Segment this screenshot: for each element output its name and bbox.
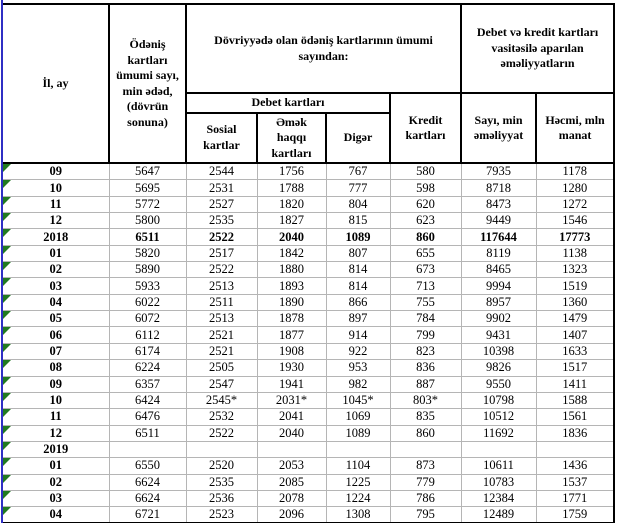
cell-ops-volume[interactable]: 1588	[536, 392, 614, 408]
cell-credit-cards[interactable]: 580	[390, 163, 461, 180]
cell-flag-icon	[3, 164, 11, 172]
row-label: 2018	[43, 229, 69, 244]
cell-other-cards[interactable]: 777	[326, 180, 390, 196]
row-label-cell[interactable]	[3, 458, 109, 474]
cell-ops-volume[interactable]: 1138	[536, 245, 614, 261]
cell-social-cards[interactable]: 2517	[186, 245, 257, 261]
cell-flag-icon	[3, 442, 11, 450]
table-row	[3, 474, 614, 490]
cell-total-cards[interactable]: 6072	[109, 311, 186, 327]
cell-total-cards[interactable]: 6357	[109, 376, 186, 392]
cell-social-cards[interactable]: 2520	[186, 458, 257, 474]
cell-ops-count[interactable]: 8718	[461, 180, 536, 196]
row-label: 02	[49, 262, 62, 277]
cell-flag-icon	[3, 213, 11, 221]
row-label: 03	[49, 278, 62, 293]
cell-total-cards[interactable]: 6224	[109, 360, 186, 376]
cell-social-cards[interactable]: 2535	[186, 213, 257, 229]
cell-ops-count[interactable]: 9902	[461, 311, 536, 327]
row-label-cell[interactable]	[3, 163, 109, 180]
table-row	[3, 343, 614, 359]
cell-ops-count[interactable]: 8957	[461, 294, 536, 310]
cell-total-cards[interactable]: 5933	[109, 278, 186, 294]
cell-other-cards[interactable]: 815	[326, 213, 390, 229]
cell-flag-icon	[3, 458, 11, 466]
cell-salary-cards[interactable]: 1880	[257, 262, 326, 278]
cell-ops-count[interactable]: 117644	[461, 229, 536, 245]
cell-total-cards[interactable]: 6476	[109, 409, 186, 425]
cell-ops-count[interactable]: 7935	[461, 163, 536, 180]
row-label: 11	[49, 196, 62, 211]
cell-social-cards[interactable]: 2523	[186, 507, 257, 523]
cell-credit-cards[interactable]: 795	[390, 507, 461, 523]
cell-salary-cards[interactable]: 2040	[257, 229, 326, 245]
table-row	[3, 180, 614, 196]
row-label: 09	[49, 164, 62, 179]
cell-flag-icon	[3, 377, 11, 385]
cell-salary-cards[interactable]: 2078	[257, 490, 326, 506]
cell-ops-volume[interactable]: 1517	[536, 360, 614, 376]
cell-ops-volume[interactable]: 1836	[536, 425, 614, 441]
cell-total-cards[interactable]: 6511	[109, 229, 186, 245]
cell-flag-icon	[3, 475, 11, 483]
table-row	[3, 458, 614, 474]
table-row	[3, 360, 614, 376]
cell-credit-cards[interactable]: 835	[390, 409, 461, 425]
cell-ops-volume[interactable]: 1479	[536, 311, 614, 327]
table-row	[3, 311, 614, 327]
cell-credit-cards[interactable]: 786	[390, 490, 461, 506]
table-row	[3, 441, 614, 457]
cell-ops-count[interactable]	[461, 441, 536, 457]
row-label-cell[interactable]	[3, 311, 109, 327]
cell-other-cards[interactable]: 1045*	[326, 392, 390, 408]
cell-salary-cards[interactable]: 1842	[257, 245, 326, 261]
cell-salary-cards[interactable]: 1827	[257, 213, 326, 229]
row-label-cell[interactable]	[3, 327, 109, 343]
cell-flag-icon	[3, 197, 11, 205]
cell-social-cards[interactable]: 2531	[186, 180, 257, 196]
cell-social-cards[interactable]: 2532	[186, 409, 257, 425]
row-label: 07	[49, 343, 62, 358]
row-label-cell[interactable]	[3, 392, 109, 408]
row-label-cell[interactable]	[3, 376, 109, 392]
cell-credit-cards[interactable]: 673	[390, 262, 461, 278]
row-label-cell[interactable]	[3, 229, 109, 245]
cell-flag-icon	[3, 344, 11, 352]
cell-flag-icon	[3, 295, 11, 303]
cell-credit-cards[interactable]: 799	[390, 327, 461, 343]
cell-credit-cards[interactable]: 887	[390, 376, 461, 392]
row-label-cell[interactable]	[3, 196, 109, 212]
cell-social-cards[interactable]: 2513	[186, 278, 257, 294]
cell-other-cards[interactable]: 982	[326, 376, 390, 392]
header-il-ay[interactable]: İl, ay	[3, 4, 109, 163]
row-label-cell[interactable]	[3, 343, 109, 359]
cell-ops-count[interactable]: 11692	[461, 425, 536, 441]
cell-salary-cards[interactable]: 2031*	[257, 392, 326, 408]
table-row	[3, 229, 614, 245]
cell-other-cards[interactable]: 953	[326, 360, 390, 376]
cell-ops-volume[interactable]: 1519	[536, 278, 614, 294]
cell-total-cards[interactable]: 5695	[109, 180, 186, 196]
cell-ops-volume[interactable]: 1771	[536, 490, 614, 506]
cell-total-cards[interactable]: 6112	[109, 327, 186, 343]
cell-ops-count[interactable]: 10798	[461, 392, 536, 408]
cell-social-cards[interactable]	[186, 441, 257, 457]
cell-ops-count[interactable]: 10398	[461, 343, 536, 359]
row-label-cell[interactable]	[3, 294, 109, 310]
cell-total-cards[interactable]: 5820	[109, 245, 186, 261]
page-break-line	[1, 0, 3, 523]
row-label: 11	[49, 409, 62, 424]
cell-ops-volume[interactable]: 1411	[536, 376, 614, 392]
row-label-cell[interactable]	[3, 409, 109, 425]
cell-flag-icon	[3, 246, 11, 254]
cell-credit-cards[interactable]: 860	[390, 425, 461, 441]
cell-other-cards[interactable]: 1225	[326, 474, 390, 490]
table-header	[3, 4, 614, 163]
cell-salary-cards[interactable]	[257, 441, 326, 457]
cell-ops-count[interactable]: 9550	[461, 376, 536, 392]
header-debit-group[interactable]: Debet kartları	[186, 93, 390, 113]
cell-salary-cards[interactable]: 1893	[257, 278, 326, 294]
cell-total-cards[interactable]: 6511	[109, 425, 186, 441]
cell-social-cards[interactable]: 2513	[186, 311, 257, 327]
cell-credit-cards[interactable]: 836	[390, 360, 461, 376]
cell-flag-icon	[3, 360, 11, 368]
cell-flag-icon	[3, 426, 11, 434]
table-row	[3, 262, 614, 278]
cell-credit-cards[interactable]: 779	[390, 474, 461, 490]
row-label: 08	[49, 360, 62, 375]
cell-other-cards[interactable]: 1104	[326, 458, 390, 474]
cell-ops-volume[interactable]: 1280	[536, 180, 614, 196]
cell-salary-cards[interactable]: 2096	[257, 507, 326, 523]
row-label: 04	[49, 507, 62, 522]
table-row	[3, 327, 614, 343]
cell-social-cards[interactable]: 2527	[186, 196, 257, 212]
cell-social-cards[interactable]: 2522	[186, 262, 257, 278]
row-label-cell[interactable]	[3, 180, 109, 196]
row-label: 05	[49, 311, 62, 326]
table-row	[3, 163, 614, 180]
cell-flag-icon	[3, 327, 11, 335]
table-body	[3, 163, 614, 523]
cell-ops-volume[interactable]: 17773	[536, 229, 614, 245]
cell-ops-count[interactable]: 12489	[461, 507, 536, 523]
row-label-cell[interactable]	[3, 245, 109, 261]
cell-salary-cards[interactable]: 1756	[257, 163, 326, 180]
row-label-cell[interactable]	[3, 278, 109, 294]
cell-ops-volume[interactable]: 1272	[536, 196, 614, 212]
cell-total-cards[interactable]: 6424	[109, 392, 186, 408]
row-label: 10	[49, 180, 62, 195]
cell-other-cards[interactable]: 1089	[326, 425, 390, 441]
row-label: 12	[49, 425, 62, 440]
cell-ops-count[interactable]: 9449	[461, 213, 536, 229]
cell-ops-volume[interactable]: 1561	[536, 409, 614, 425]
cell-salary-cards[interactable]: 1890	[257, 294, 326, 310]
table-row	[3, 490, 614, 506]
cell-total-cards[interactable]: 6174	[109, 343, 186, 359]
cell-ops-volume[interactable]: 1407	[536, 327, 614, 343]
cell-ops-volume[interactable]	[536, 441, 614, 457]
cell-salary-cards[interactable]: 2041	[257, 409, 326, 425]
payment-cards-table	[3, 3, 615, 523]
cell-ops-volume[interactable]: 1759	[536, 507, 614, 523]
row-label-cell[interactable]	[3, 490, 109, 506]
cell-flag-icon	[3, 409, 11, 417]
header-circulation-group[interactable]: Dövriyyədə olan ödəniş kartlarının ümumi sayından:	[186, 4, 461, 93]
table-row	[3, 245, 614, 261]
header-salary-cards[interactable]: Əmək haqqı kartları	[257, 113, 326, 164]
cell-social-cards[interactable]: 2511	[186, 294, 257, 310]
cell-credit-cards[interactable]: 860	[390, 229, 461, 245]
cell-ops-count[interactable]: 8473	[461, 196, 536, 212]
cell-ops-volume[interactable]: 1360	[536, 294, 614, 310]
cell-ops-count[interactable]: 9826	[461, 360, 536, 376]
cell-salary-cards[interactable]: 1820	[257, 196, 326, 212]
row-label: 09	[49, 376, 62, 391]
cell-social-cards[interactable]: 2536	[186, 490, 257, 506]
row-label-cell[interactable]	[3, 474, 109, 490]
header-operations-group[interactable]: Debet və kredit kartları vasitəsilə aparılan əməliyyatların	[461, 4, 614, 93]
cell-ops-volume[interactable]: 1178	[536, 163, 614, 180]
cell-social-cards[interactable]: 2522	[186, 229, 257, 245]
row-label: 03	[49, 491, 62, 506]
cell-salary-cards[interactable]: 1877	[257, 327, 326, 343]
cell-social-cards[interactable]: 2547	[186, 376, 257, 392]
cell-salary-cards[interactable]: 1941	[257, 376, 326, 392]
header-social-cards[interactable]: Sosial kartlar	[186, 113, 257, 164]
cell-ops-count[interactable]: 8119	[461, 245, 536, 261]
cell-flag-icon	[3, 393, 11, 401]
cell-ops-count[interactable]: 10611	[461, 458, 536, 474]
cell-ops-volume[interactable]: 1323	[536, 262, 614, 278]
row-label: 01	[49, 458, 62, 473]
cell-other-cards[interactable]: 866	[326, 294, 390, 310]
table-row	[3, 392, 614, 408]
row-label: 02	[49, 474, 62, 489]
cell-salary-cards[interactable]: 2053	[257, 458, 326, 474]
table-row	[3, 425, 614, 441]
cell-other-cards[interactable]: 1069	[326, 409, 390, 425]
cell-other-cards[interactable]: 767	[326, 163, 390, 180]
cell-credit-cards[interactable]: 620	[390, 196, 461, 212]
row-label: 10	[49, 393, 62, 408]
cell-ops-count[interactable]: 9431	[461, 327, 536, 343]
header-other-cards[interactable]: Digər	[326, 113, 390, 164]
cell-other-cards[interactable]: 914	[326, 327, 390, 343]
cell-other-cards[interactable]: 814	[326, 278, 390, 294]
row-label-cell[interactable]	[3, 213, 109, 229]
cell-salary-cards[interactable]: 1788	[257, 180, 326, 196]
header-ops-count[interactable]: Sayı, min əməliyyat	[461, 93, 536, 163]
cell-other-cards[interactable]: 807	[326, 245, 390, 261]
row-label: 04	[49, 294, 62, 309]
cell-social-cards[interactable]: 2522	[186, 425, 257, 441]
table-row	[3, 294, 614, 310]
cell-salary-cards[interactable]: 1930	[257, 360, 326, 376]
table-row	[3, 213, 614, 229]
table-row	[3, 409, 614, 425]
cell-ops-volume[interactable]: 1633	[536, 343, 614, 359]
cell-ops-count[interactable]: 12384	[461, 490, 536, 506]
header-credit-cards[interactable]: Kredit kartları	[390, 93, 461, 163]
cell-total-cards[interactable]: 6550	[109, 458, 186, 474]
cell-ops-count[interactable]: 10512	[461, 409, 536, 425]
cell-ops-count[interactable]: 8465	[461, 262, 536, 278]
row-label: 01	[49, 245, 62, 260]
cell-flag-icon	[3, 311, 11, 319]
cell-total-cards[interactable]: 6721	[109, 507, 186, 523]
cell-other-cards[interactable]	[326, 441, 390, 457]
row-label: 06	[49, 327, 62, 342]
cell-social-cards[interactable]: 2545*	[186, 392, 257, 408]
cell-credit-cards[interactable]: 823	[390, 343, 461, 359]
table-row	[3, 278, 614, 294]
cell-total-cards[interactable]: 6624	[109, 490, 186, 506]
cell-flag-icon	[3, 507, 11, 515]
row-label-cell[interactable]	[3, 507, 109, 523]
cell-credit-cards[interactable]: 755	[390, 294, 461, 310]
cell-other-cards[interactable]: 1308	[326, 507, 390, 523]
cell-flag-icon	[3, 491, 11, 499]
row-label: 12	[49, 213, 62, 228]
cell-salary-cards[interactable]: 2085	[257, 474, 326, 490]
cell-salary-cards[interactable]: 2040	[257, 425, 326, 441]
cell-salary-cards[interactable]: 1908	[257, 343, 326, 359]
cell-credit-cards[interactable]: 784	[390, 311, 461, 327]
cell-flag-icon	[3, 180, 11, 188]
cell-total-cards[interactable]	[109, 441, 186, 457]
cell-total-cards[interactable]: 6022	[109, 294, 186, 310]
cell-ops-volume[interactable]: 1537	[536, 474, 614, 490]
header-ops-volume[interactable]: Həcmi, mln manat	[536, 93, 614, 163]
cell-ops-count[interactable]: 10783	[461, 474, 536, 490]
row-label-cell[interactable]	[3, 425, 109, 441]
cell-credit-cards[interactable]: 713	[390, 278, 461, 294]
row-label-cell[interactable]	[3, 441, 109, 457]
cell-credit-cards[interactable]: 803*	[390, 392, 461, 408]
cell-other-cards[interactable]: 922	[326, 343, 390, 359]
cell-other-cards[interactable]: 897	[326, 311, 390, 327]
cell-flag-icon	[3, 262, 11, 270]
cell-flag-icon	[3, 229, 11, 237]
cell-ops-volume[interactable]: 1546	[536, 213, 614, 229]
cell-total-cards[interactable]: 6624	[109, 474, 186, 490]
table-row	[3, 376, 614, 392]
cell-other-cards[interactable]: 1089	[326, 229, 390, 245]
cell-total-cards[interactable]: 5647	[109, 163, 186, 180]
cell-social-cards[interactable]: 2544	[186, 163, 257, 180]
cell-social-cards[interactable]: 2521	[186, 327, 257, 343]
header-total-cards[interactable]: Ödəniş kartları ümumi sayı, min ədəd, (dövrün sonuna)	[109, 4, 186, 163]
cell-credit-cards[interactable]: 655	[390, 245, 461, 261]
cell-credit-cards[interactable]: 873	[390, 458, 461, 474]
cell-other-cards[interactable]: 814	[326, 262, 390, 278]
cell-flag-icon	[3, 278, 11, 286]
cell-total-cards[interactable]: 5890	[109, 262, 186, 278]
row-label-cell[interactable]	[3, 360, 109, 376]
cell-ops-volume[interactable]: 1436	[536, 458, 614, 474]
cell-credit-cards[interactable]: 623	[390, 213, 461, 229]
cell-ops-count[interactable]: 9994	[461, 278, 536, 294]
row-label-cell[interactable]	[3, 262, 109, 278]
row-label: 2019	[43, 442, 69, 457]
cell-total-cards[interactable]: 5772	[109, 196, 186, 212]
cell-credit-cards[interactable]	[390, 441, 461, 457]
table-row	[3, 196, 614, 212]
cell-total-cards[interactable]: 5800	[109, 213, 186, 229]
cell-social-cards[interactable]: 2535	[186, 474, 257, 490]
cell-social-cards[interactable]: 2505	[186, 360, 257, 376]
cell-other-cards[interactable]: 1224	[326, 490, 390, 506]
cell-salary-cards[interactable]: 1878	[257, 311, 326, 327]
cell-social-cards[interactable]: 2521	[186, 343, 257, 359]
cell-other-cards[interactable]: 804	[326, 196, 390, 212]
table-row	[3, 507, 614, 523]
cell-credit-cards[interactable]: 598	[390, 180, 461, 196]
